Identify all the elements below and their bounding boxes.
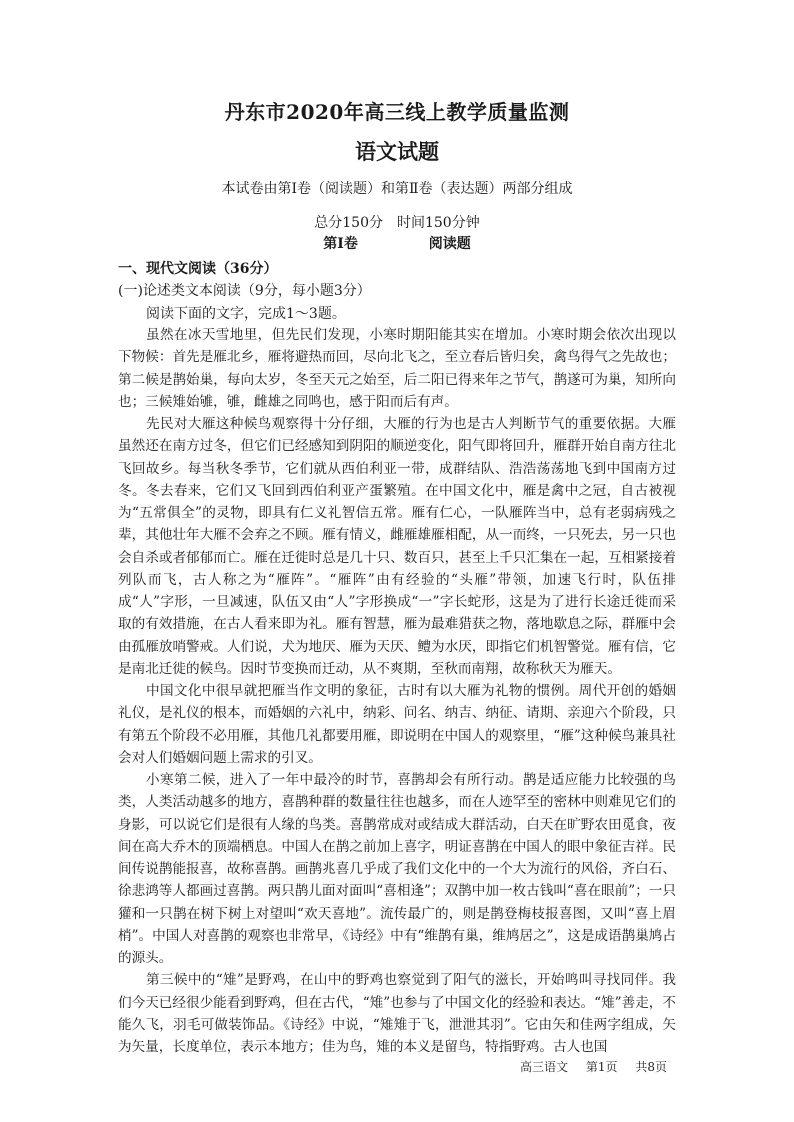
paragraph: 虽然在冰天雪地里，但先民们发现，小寒时期阳能其实在增加。小寒时期会依次出现以下物候：首先是雁北乡，雁将避热而回，尽向北飞之，至立春后皆归矣，禽鸟得气之先故也；第二候是鹊始巢，每向太岁，冬至天元之始至，后二阳已得来年之节气，鹊遂可为巢，知所向也；三候雉始雊，雊，雌雄之同鸣也，感于阳而后有声。 xyxy=(118,327,676,410)
paragraph: 小寒第二候，进入了一年中最冷的时节，喜鹊却会有所行动。鹊是适应能力比较强的鸟类，人类活动越多的地方，喜鹊种群的数量往往也越多，而在人迹罕至的密林中则难见它们的身影，可以说它们是很有人缘的鸟类。喜鹊常成对或结成大群活动，白天在旷野农田觅食，夜间在高大乔木的顶端栖息。中国人在鹊之前加上喜字，明证喜鹊在中国人的眼中象征吉祥。民间传说鹊能报喜，故称喜鹊。画鹊兆喜几乎成了我们文化中的一个大为流行的风俗，齐白石、徐悲鸿等人都画过喜鹊。两只鹊儿面对面叫“喜相逢”；双鹊中加一枚古钱叫“喜在眼前”；一只獾和一只鹊在树下树上对望叫“欢天喜地”。流传最广的，则是鹊登梅枝报喜图，又叫“喜上眉梢”。中国人对喜鹊的观察也非常早，《诗经》中有“维鹊有巢，维鸠居之”，这是成语鹊巢鸠占的源头。 xyxy=(118,772,676,966)
score-time: 总分150分 时间150分钟 xyxy=(314,215,480,231)
passage xyxy=(118,324,676,1058)
subject-title: 语文试题 xyxy=(355,139,439,164)
footer-total: 共8页 xyxy=(635,1060,667,1074)
part-heading: 一、现代文阅读（36分） xyxy=(118,261,278,277)
paragraph: 第三候中的“雉”是野鸡，在山中的野鸡也察觉到了阳气的滋长，开始鸣叫寻找同伴。我们今天已经很少能看到野鸡，但在古代，“雉”也参与了中国文化的经验和表达。“雉”善走，不能久飞，羽毛可做装饰品。《诗经》中说，“雉雉于飞，泄泄其羽”。它由矢和佳两字组成，矢为矢量，长度单位，表示本地方；佳为鸟，雉的本义是留鸟，特指野鸡。古人也国 xyxy=(118,972,676,1055)
volume-name: 阅读题 xyxy=(428,236,471,252)
paragraph: 先民对大雁这种候鸟观察得十分仔细，大雁的行为也是古人判断节气的重要依据。大雁虽然还在南方过冬，但它们已经感知到阴阳的顺逆变化，阳气即将回升，雁群开始自南方往北飞回故乡。每当秋冬季节，它们就从西伯利亚一带，成群结队、浩浩荡荡地飞到中国南方过冬。冬去春来，它们又飞回到西伯利亚产蛋繁殖。在中国文化中，雁是禽中之冠，自古被视为“五常俱全”的灵物，即具有仁义礼智信五常。雁有仁心，一队雁阵当中，总有老弱病残之辈，其他壮年大雁不会弃之不顾。雁有情义，雌雁雄雁相配，从一而终，一只死去，另一只也会自杀或者郁郁而亡。雁在迁徙时总是几十只、数百只，甚至上千只汇集在一起，互相紧接着列队而飞，古人称之为“雁阵”。“雁阵”由有经验的“头雁”带领，加速飞行时，队伍排成“人”字形，一旦减速，队伍又由“人”字形换成“一”字长蛇形，这是为了进行长途迁徙而采取的有效措施，在古人看来即为礼。雁有智慧，雁为最难猎获之物，落地歇息之际，群雁中会由孤雁放哨警戒。人们说，犬为地厌、雁为天厌、鳢为水厌，即指它们机智警觉。雁有信，它是南北迁徙的候鸟。因时节变换而迁动，从不爽期，至秋而南翔，故称秋天为雁天。 xyxy=(118,416,676,677)
instruction: 阅读下面的文字，完成1～3题。 xyxy=(146,306,346,322)
volume-heading xyxy=(0,233,794,253)
composition-note: 本试卷由第Ⅰ卷（阅读题）和第Ⅱ卷（表达题）两部分组成 xyxy=(221,181,573,197)
paragraph: 中国文化中很早就把雁当作文明的象征，古时有以大雁为礼物的惯例。周代开创的婚姻礼仪，是礼仪的根本，而婚姻的六礼中，纳彩、问名、纳吉、纳征、请期、亲迎六个阶段，只有第五个阶段不必用雁，其他几礼都要用雁，即说明在中国人的观察里，“雁”这种候鸟兼具社会对人们婚姻问题上需求的引叉。 xyxy=(118,683,676,766)
volume-label: 第Ⅰ卷 xyxy=(323,236,358,252)
subsection-heading: (一)论述类文本阅读（9分，每小题3分） xyxy=(118,283,371,299)
page-footer xyxy=(520,1058,681,1075)
footer-subject: 高三语文 xyxy=(520,1060,569,1074)
exam-title: 丹东市2020年高三线上教学质量监测 xyxy=(224,100,570,124)
footer-page: 第1页 xyxy=(585,1060,618,1074)
